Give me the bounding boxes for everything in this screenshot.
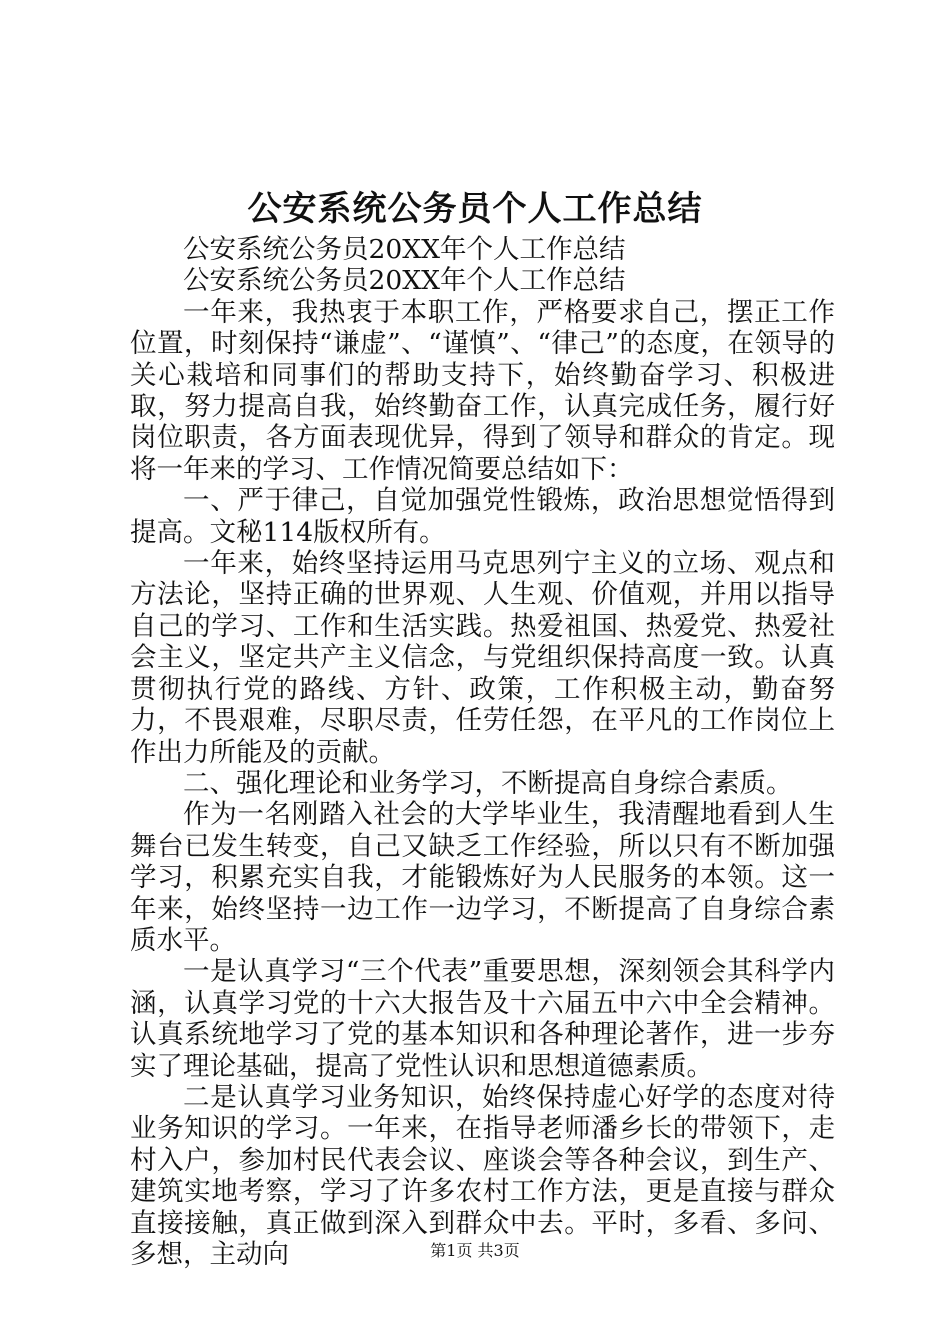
paragraph-point-1: 一是认真学习“三个代表”重要思想，深刻领会其科学内涵，认真学习党的十六大报告及十六届五中六中全会精神。认真系统地学习了党的基本知识和各种理论著作，进一步夯实了理论基础，提高了党性认识和思想道德素质。 <box>130 956 835 1082</box>
section-heading-1: 一、严于律己，自觉加强党性锻炼，政治思想觉悟得到提高。文秘114版权所有。 <box>130 485 835 548</box>
paragraph-point-2: 二是认真学习业务知识，始终保持虚心好学的态度对待业务知识的学习。一年来，在指导老师潘乡长的带领下，走村入户，参加村民代表会议、座谈会等各种会议，到生产、建筑实地考察，学习了许多农村工作方法，更是直接与群众直接接触，真正做到深入到群众中去。平时，多看、多问、多想，主动向 <box>130 1081 835 1270</box>
paragraph-subtitle-2: 公安系统公务员20XX年个人工作总结 <box>183 265 626 297</box>
paragraph-intro: 一年来，我热衷于本职工作，严格要求自己，摆正工作位置，时刻保持“谦虚”、“谨慎”、“律己”的态度，在领导的关心栽培和同事们的帮助支持下，始终勤奋学习、积极进取，努力提高自我，始终勤奋工作，认真完成任务，履行好岗位职责，各方面表现优异，得到了领导和群众的肯定。现将一年来的学习、工作情况简要总结如下： <box>130 296 835 485</box>
page-footer: 第1页 共3页 <box>430 1241 520 1260</box>
document-title: 公安系统公务员个人工作总结 <box>247 189 703 229</box>
document-body <box>130 234 835 1270</box>
paragraph-subtitle-1: 公安系统公务员20XX年个人工作总结 <box>183 234 626 265</box>
section-heading-2: 二、强化理论和业务学习，不断提高自身综合素质。 <box>183 767 793 799</box>
paragraph-section-2: 作为一名刚踏入社会的大学毕业生，我清醒地看到人生舞台已发生转变，自己又缺乏工作经验，所以只有不断加强学习，积累充实自我，才能锻炼好为人民服务的本领。这一年来，始终坚持一边工作一边学习，不断提高了自身综合素质水平。 <box>130 799 835 956</box>
paragraph-section-1: 一年来，始终坚持运用马克思列宁主义的立场、观点和方法论，坚持正确的世界观、人生观、价值观，并用以指导自己的学习、工作和生活实践。热爱祖国、热爱党、热爱社会主义，坚定共产主义信念，与党组织保持高度一致。认真贯彻执行党的路线、方针、政策，工作积极主动，勤奋努力，不畏艰难，尽职尽责，任劳任怨，在平凡的工作岗位上作出力所能及的贡献。 <box>130 548 835 768</box>
